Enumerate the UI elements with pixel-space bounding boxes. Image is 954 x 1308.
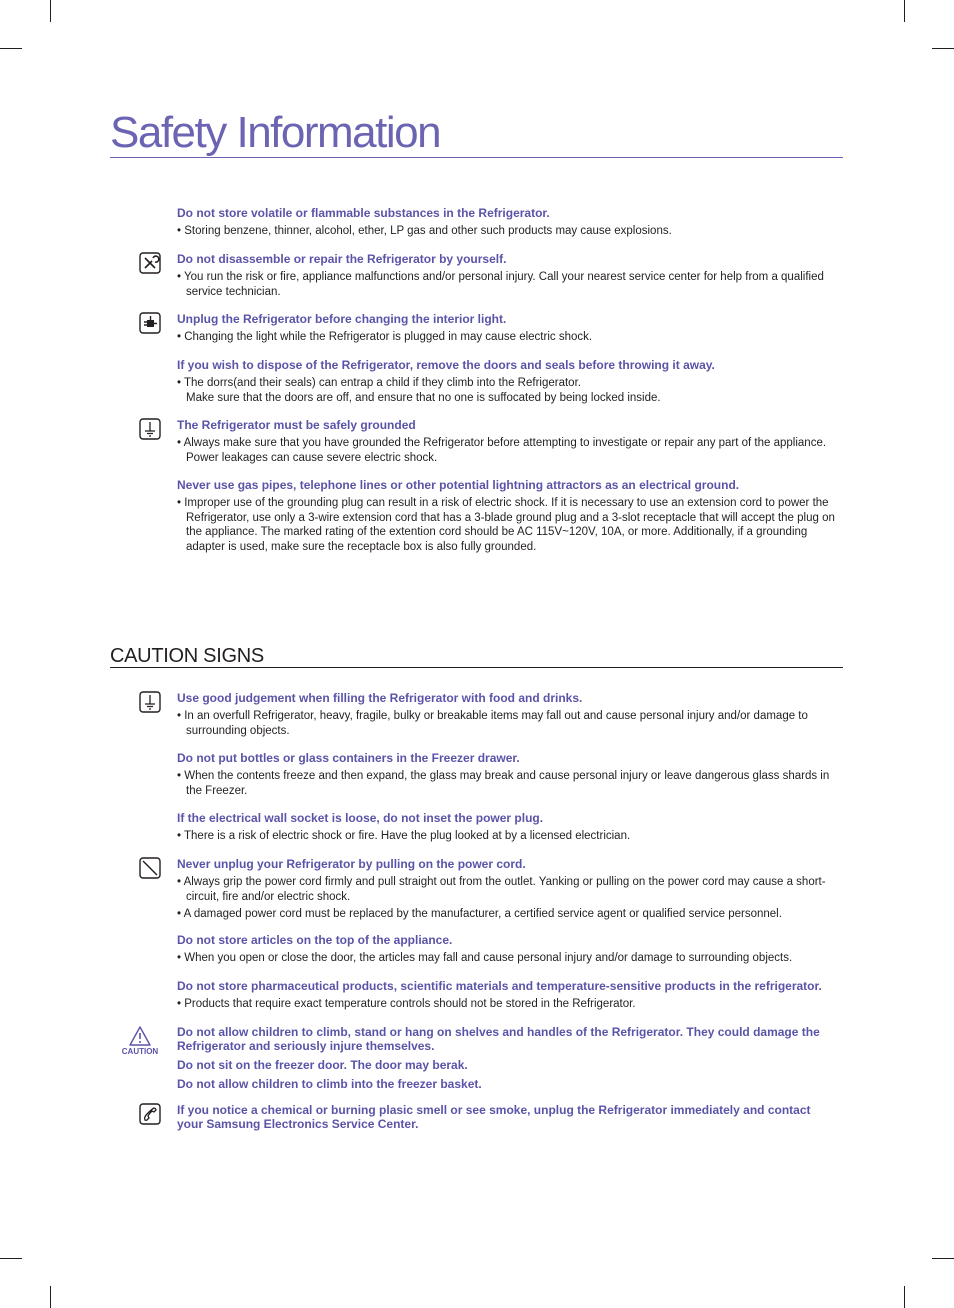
warning-item (177, 312, 837, 345)
warning-heading: The Refrigerator must be safely grounded (177, 418, 416, 432)
caution-heading: Use good judgement when filling the Refrigerator with food and drinks. (177, 691, 583, 705)
caution-text: • A damaged power cord must be replaced by the manufacturer, a certified service agent or qualified service personnel. (177, 908, 782, 920)
crop-mark (50, 0, 51, 22)
caution-text: • In an overfull Refrigerator, heavy, fragile, bulky or breakable items may fall out and cause personal injury and/or damage to surrounding objects. (177, 710, 808, 737)
section-title: CAUTION SIGNS (110, 645, 264, 667)
caution-label: CAUTION (121, 1047, 159, 1056)
caution-text: • When you open or close the door, the articles may fall and cause personal injury and/or damage to surrounding objects. (177, 952, 793, 964)
crop-mark (932, 48, 954, 49)
title-divider (110, 157, 843, 158)
crop-mark (904, 1286, 905, 1308)
page-title: Safety Information (110, 108, 441, 157)
warning-heading: Unplug the Refrigerator before changing the interior light. (177, 312, 507, 326)
caution-heading: If you notice a chemical or burning plasic smell or see smoke, unplug the Refrigerator immediately and contact your Samsung Electronics Service Center. (177, 1103, 811, 1131)
caution-item (177, 979, 837, 1012)
caution-badge (118, 1026, 162, 1060)
warning-text: • Changing the light while the Refrigerator is plugged in may cause electric shock. (177, 331, 593, 343)
caution-heading: If the electrical wall socket is loose, do not inset the power plug. (177, 811, 544, 825)
phone-icon (139, 1103, 161, 1125)
warning-item (177, 358, 837, 405)
caution-item (177, 811, 837, 844)
warning-text: • You run the risk or fire, appliance malfunctions and/or personal injury. Call your nearest service center for help from a qualified service technician. (177, 271, 824, 298)
crop-mark (904, 0, 905, 22)
caution-heading: Do not store pharmaceutical products, scientific materials and temperature-sensitive products in the refrigerator. (177, 979, 822, 993)
caution-item (177, 691, 837, 738)
prohibited-icon (139, 857, 161, 879)
caution-item (177, 1103, 837, 1131)
caution-text: • Always grip the power cord firmly and pull straight out from the outlet. Yanking or pulling on the power cord may cause a short-circuit, fire and/or electric shock. (177, 876, 826, 903)
warning-text: Make sure that the doors are off, and ensure that no one is suffocated by being locked inside. (186, 391, 661, 404)
warning-text: • The dorrs(and their seals) can entrap a child if they climb into the Refrigerator. (177, 377, 581, 389)
unplug-icon (139, 312, 161, 334)
warning-text: • Always make sure that you have grounded the Refrigerator before attempting to investigate or repair any part of the appliance. Power leakages can cause severe electric shock. (177, 437, 827, 464)
caution-text: • When the contents freeze and then expand, the glass may break and cause personal injury or leave dangerous glass shards in the Freezer. (177, 770, 830, 797)
caution-heading: Do not allow children to climb into the freezer basket. (177, 1077, 482, 1091)
ground-icon (139, 691, 161, 713)
warning-text: • Storing benzene, thinner, alcohol, ether, LP gas and other such products may cause explosions. (177, 225, 672, 237)
warning-heading: Never use gas pipes, telephone lines or other potential lightning attractors as an electrical ground. (177, 478, 740, 492)
caution-heading: Do not put bottles or glass containers in the Freezer drawer. (177, 751, 520, 765)
caution-triangle-icon (129, 1026, 151, 1046)
warning-item (177, 418, 837, 465)
warning-heading: Do not store volatile or flammable substances in the Refrigerator. (177, 206, 550, 220)
caution-heading: Do not allow children to climb, stand or hang on shelves and handles of the Refrigerator. They could damage the Refrigerator and seriously injure themselves. (177, 1025, 820, 1053)
crop-mark (932, 1258, 954, 1259)
caution-heading: Never unplug your Refrigerator by pulling on the power cord. (177, 857, 526, 871)
warning-item (177, 252, 837, 299)
warning-item (177, 478, 837, 554)
caution-text: • There is a risk of electric shock or fire. Have the plug looked at by a licensed electrician. (177, 830, 631, 842)
caution-text: • Products that require exact temperature controls should not be stored in the Refrigerator. (177, 998, 636, 1010)
warning-heading: If you wish to dispose of the Refrigerator, remove the doors and seals before throwing it away. (177, 358, 715, 372)
crop-mark (0, 1258, 22, 1259)
caution-heading: Do not sit on the freezer door. The door may berak. (177, 1058, 468, 1072)
warning-text: • Improper use of the grounding plug can result in a risk of electric shock. If it is necessary to use an extension cord to power the Refrigerator, use only a 3-wire extension cord that has a 3-blade ground plug and a 3-slot receptacle that will accept the plug on the appliance. The marked rating of the extention cord should be AC 115V~120V, 10A, or more. Additionally, if a grounding adapter is used, make sure the receptacle box is also fully grounded. (177, 497, 835, 553)
caution-item (177, 751, 837, 798)
caution-heading: Do not store articles on the top of the appliance. (177, 933, 453, 947)
no-disassembly-icon (139, 252, 161, 274)
ground-icon (139, 418, 161, 440)
crop-mark (0, 48, 22, 49)
crop-mark (50, 1286, 51, 1308)
warning-heading: Do not disassemble or repair the Refrigerator by yourself. (177, 252, 507, 266)
caution-item (177, 857, 837, 922)
caution-item (177, 933, 837, 966)
warning-item (177, 206, 837, 239)
caution-item (177, 1025, 837, 1091)
section-divider (110, 667, 843, 668)
